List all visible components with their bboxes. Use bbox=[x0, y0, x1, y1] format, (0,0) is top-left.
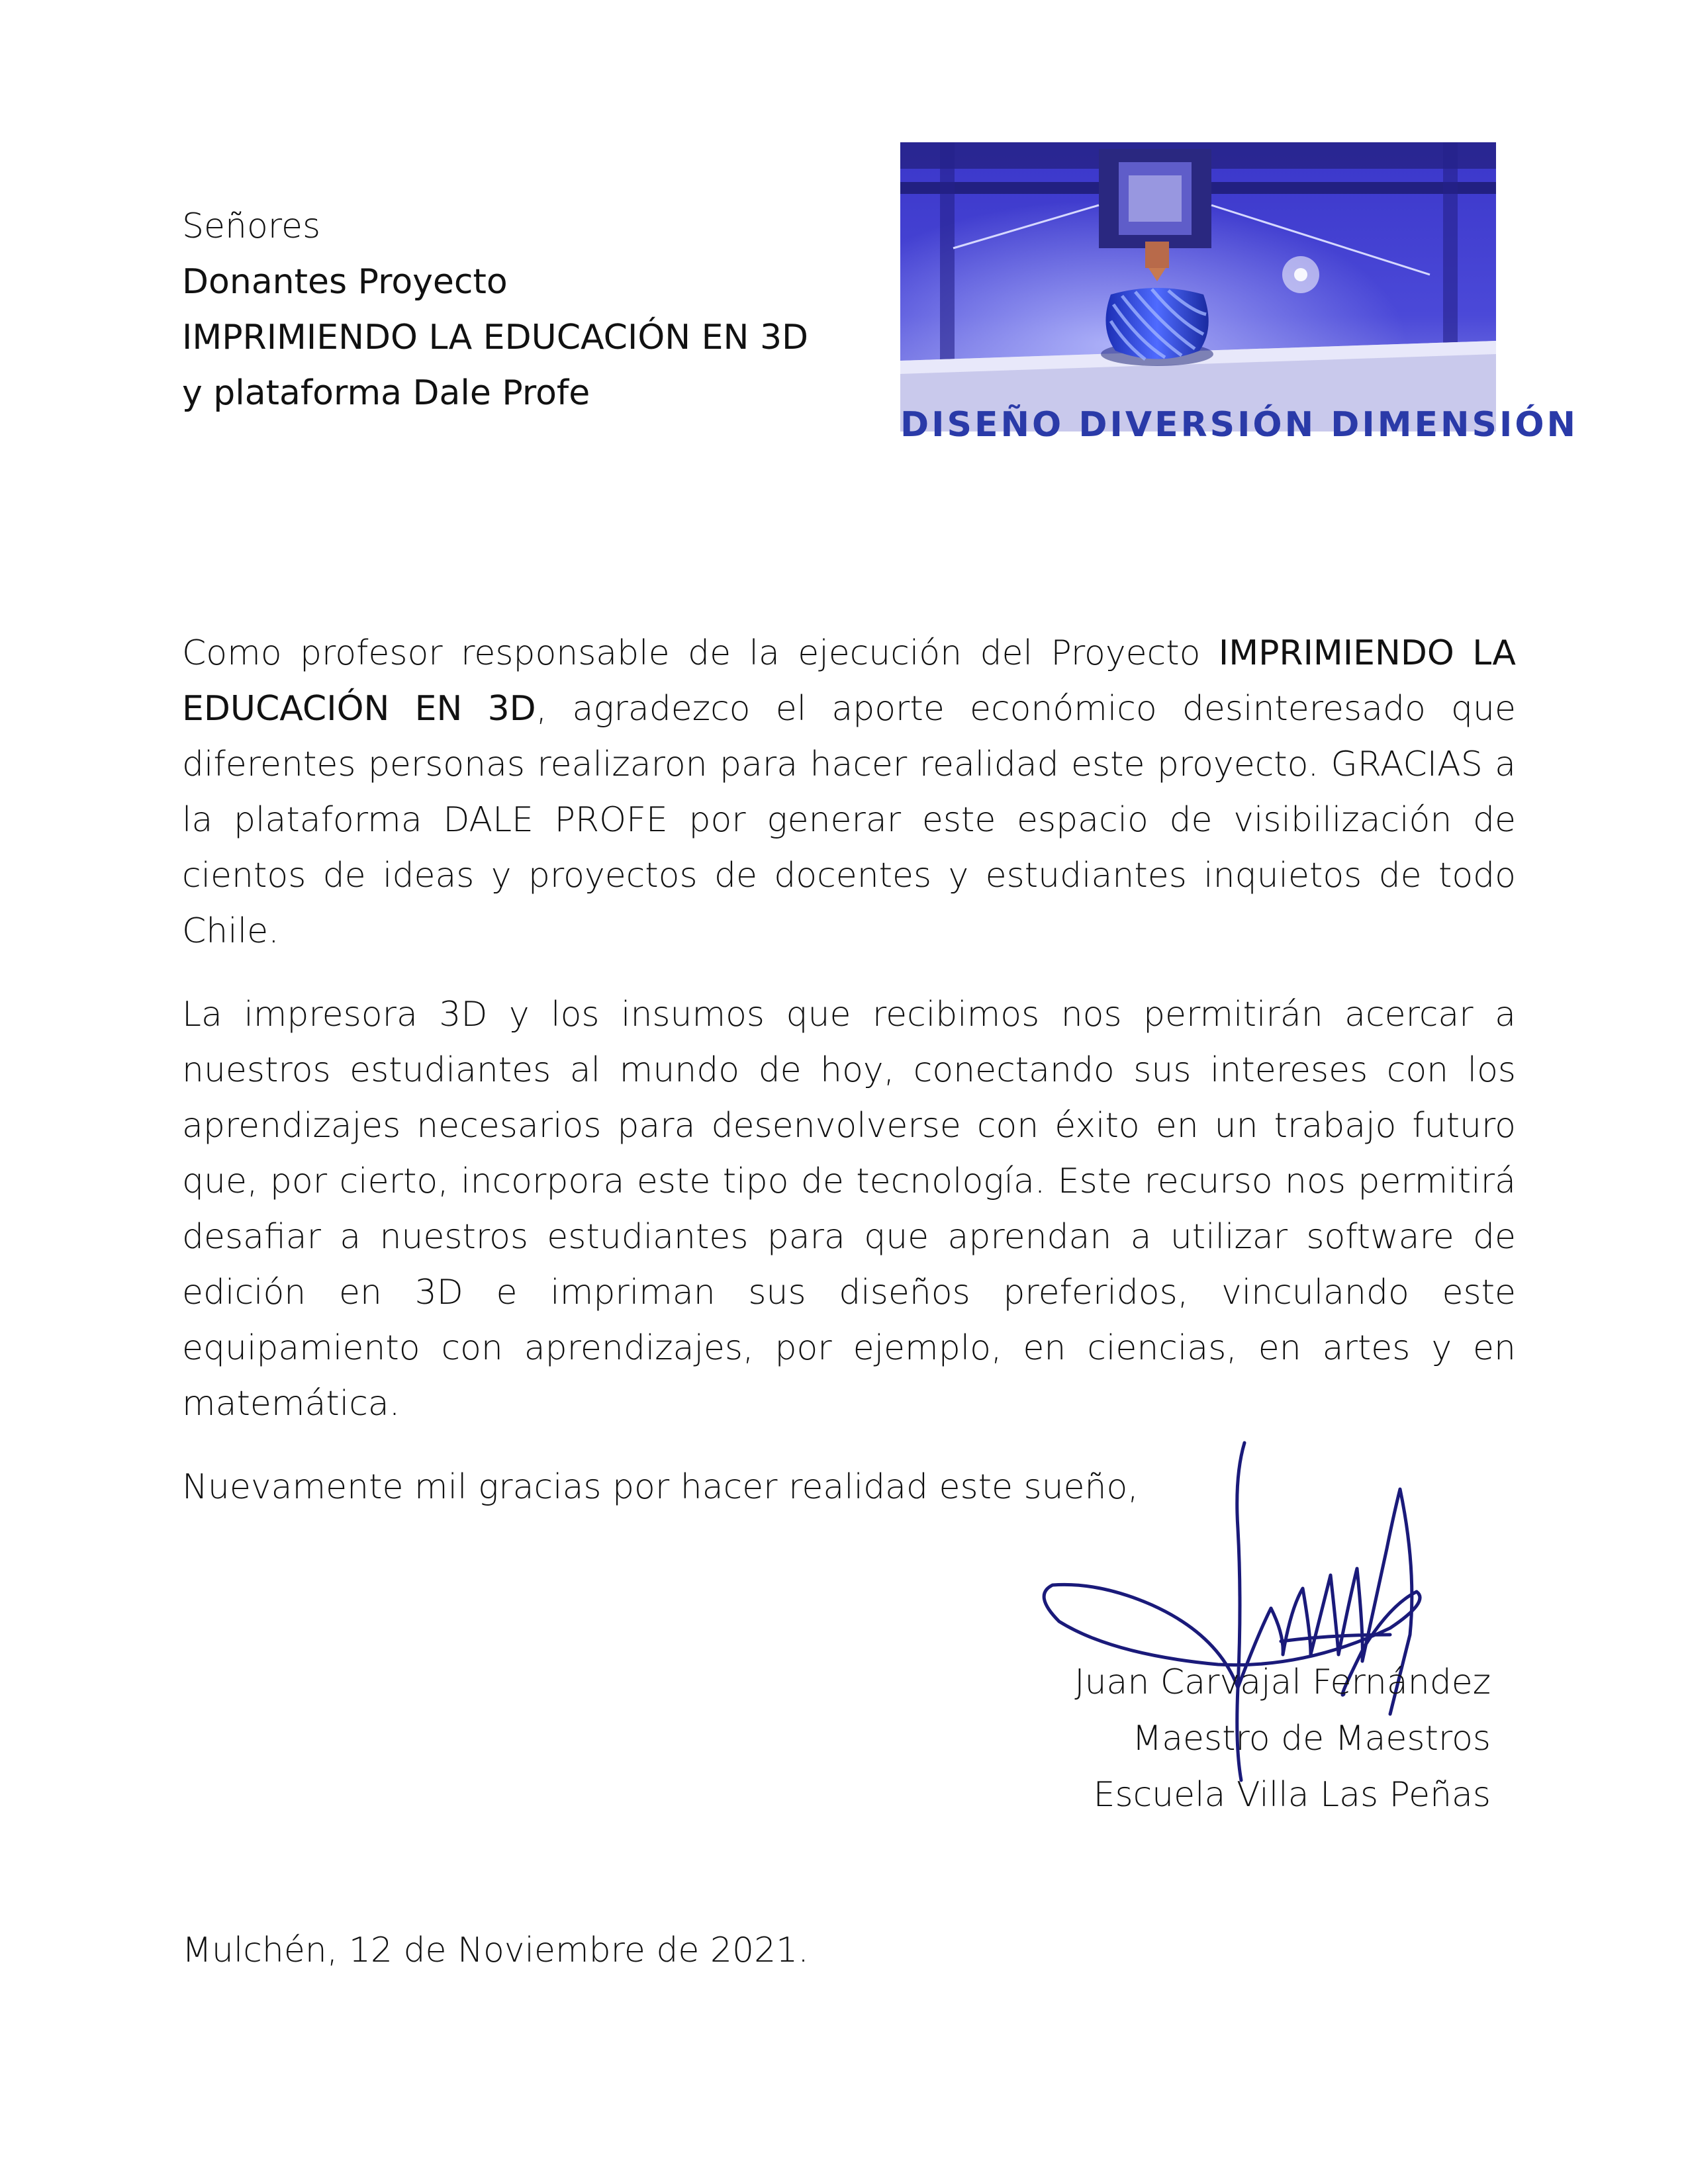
salutation: Señores bbox=[182, 206, 321, 246]
signatory-title: Maestro de Maestros bbox=[1132, 1719, 1491, 1758]
3d-printer-illustration bbox=[900, 142, 1496, 432]
3d-printer-photo bbox=[900, 142, 1579, 445]
recipient-line-2: IMPRIMIENDO LA EDUCACIÓN EN 3D bbox=[182, 318, 809, 357]
recipient-line-1: Donantes Proyecto bbox=[182, 262, 508, 302]
addressee-block bbox=[182, 199, 844, 421]
date-line: Mulchén, 12 de Noviembre de 2021. bbox=[182, 1931, 809, 1970]
paragraph-1-intro: Como profesor responsable de la ejecución del Proyecto bbox=[182, 633, 1219, 673]
letter-body bbox=[182, 625, 1516, 1543]
paragraph-2: La impresora 3D y los insumos que recibimos nos permitirán acercar a nuestros estudiantes al mundo de hoy, conectando sus intereses con los aprendizajes necesarios para desenvolverse con éxito en un trabajo futuro que, por cierto, incorpora este tipo de tecnología. Este recurso nos permitirá desafiar a nuestros estudiantes para que aprendan a utilizar software de edición en 3D e impriman sus diseños preferidos, vinculando este equipamiento con aprendizajes, por ejemplo, en ciencias, en artes y en matemática. bbox=[182, 995, 1516, 1424]
paragraph-1-rest: , agradezco el aporte económico desinteresado que diferentes personas realizaron para hacer realidad este proyecto. GRACIAS a la plataforma DALE PROFE por generar este espacio de visibilización de cientos de ideas y proyectos de docentes y estudiantes inquietos de todo Chile. bbox=[182, 689, 1516, 951]
image-caption: DISEÑO DIVERSIÓN DIMENSIÓN bbox=[900, 405, 1579, 445]
signatory-school: Escuela Villa Las Peñas bbox=[1093, 1775, 1491, 1815]
paragraph-1 bbox=[182, 625, 1516, 959]
project-name: IMPRIMIENDO LA EDUCACIÓN EN 3D bbox=[182, 633, 1517, 729]
paragraph-3: Nuevamente mil gracias por hacer realidad este sueño, bbox=[182, 1467, 1139, 1507]
signatory-name: Juan Carvajal Fernández bbox=[1074, 1662, 1491, 1702]
recipient-line-3: y plataforma Dale Profe bbox=[182, 373, 590, 413]
signature-block bbox=[1074, 1655, 1491, 1823]
